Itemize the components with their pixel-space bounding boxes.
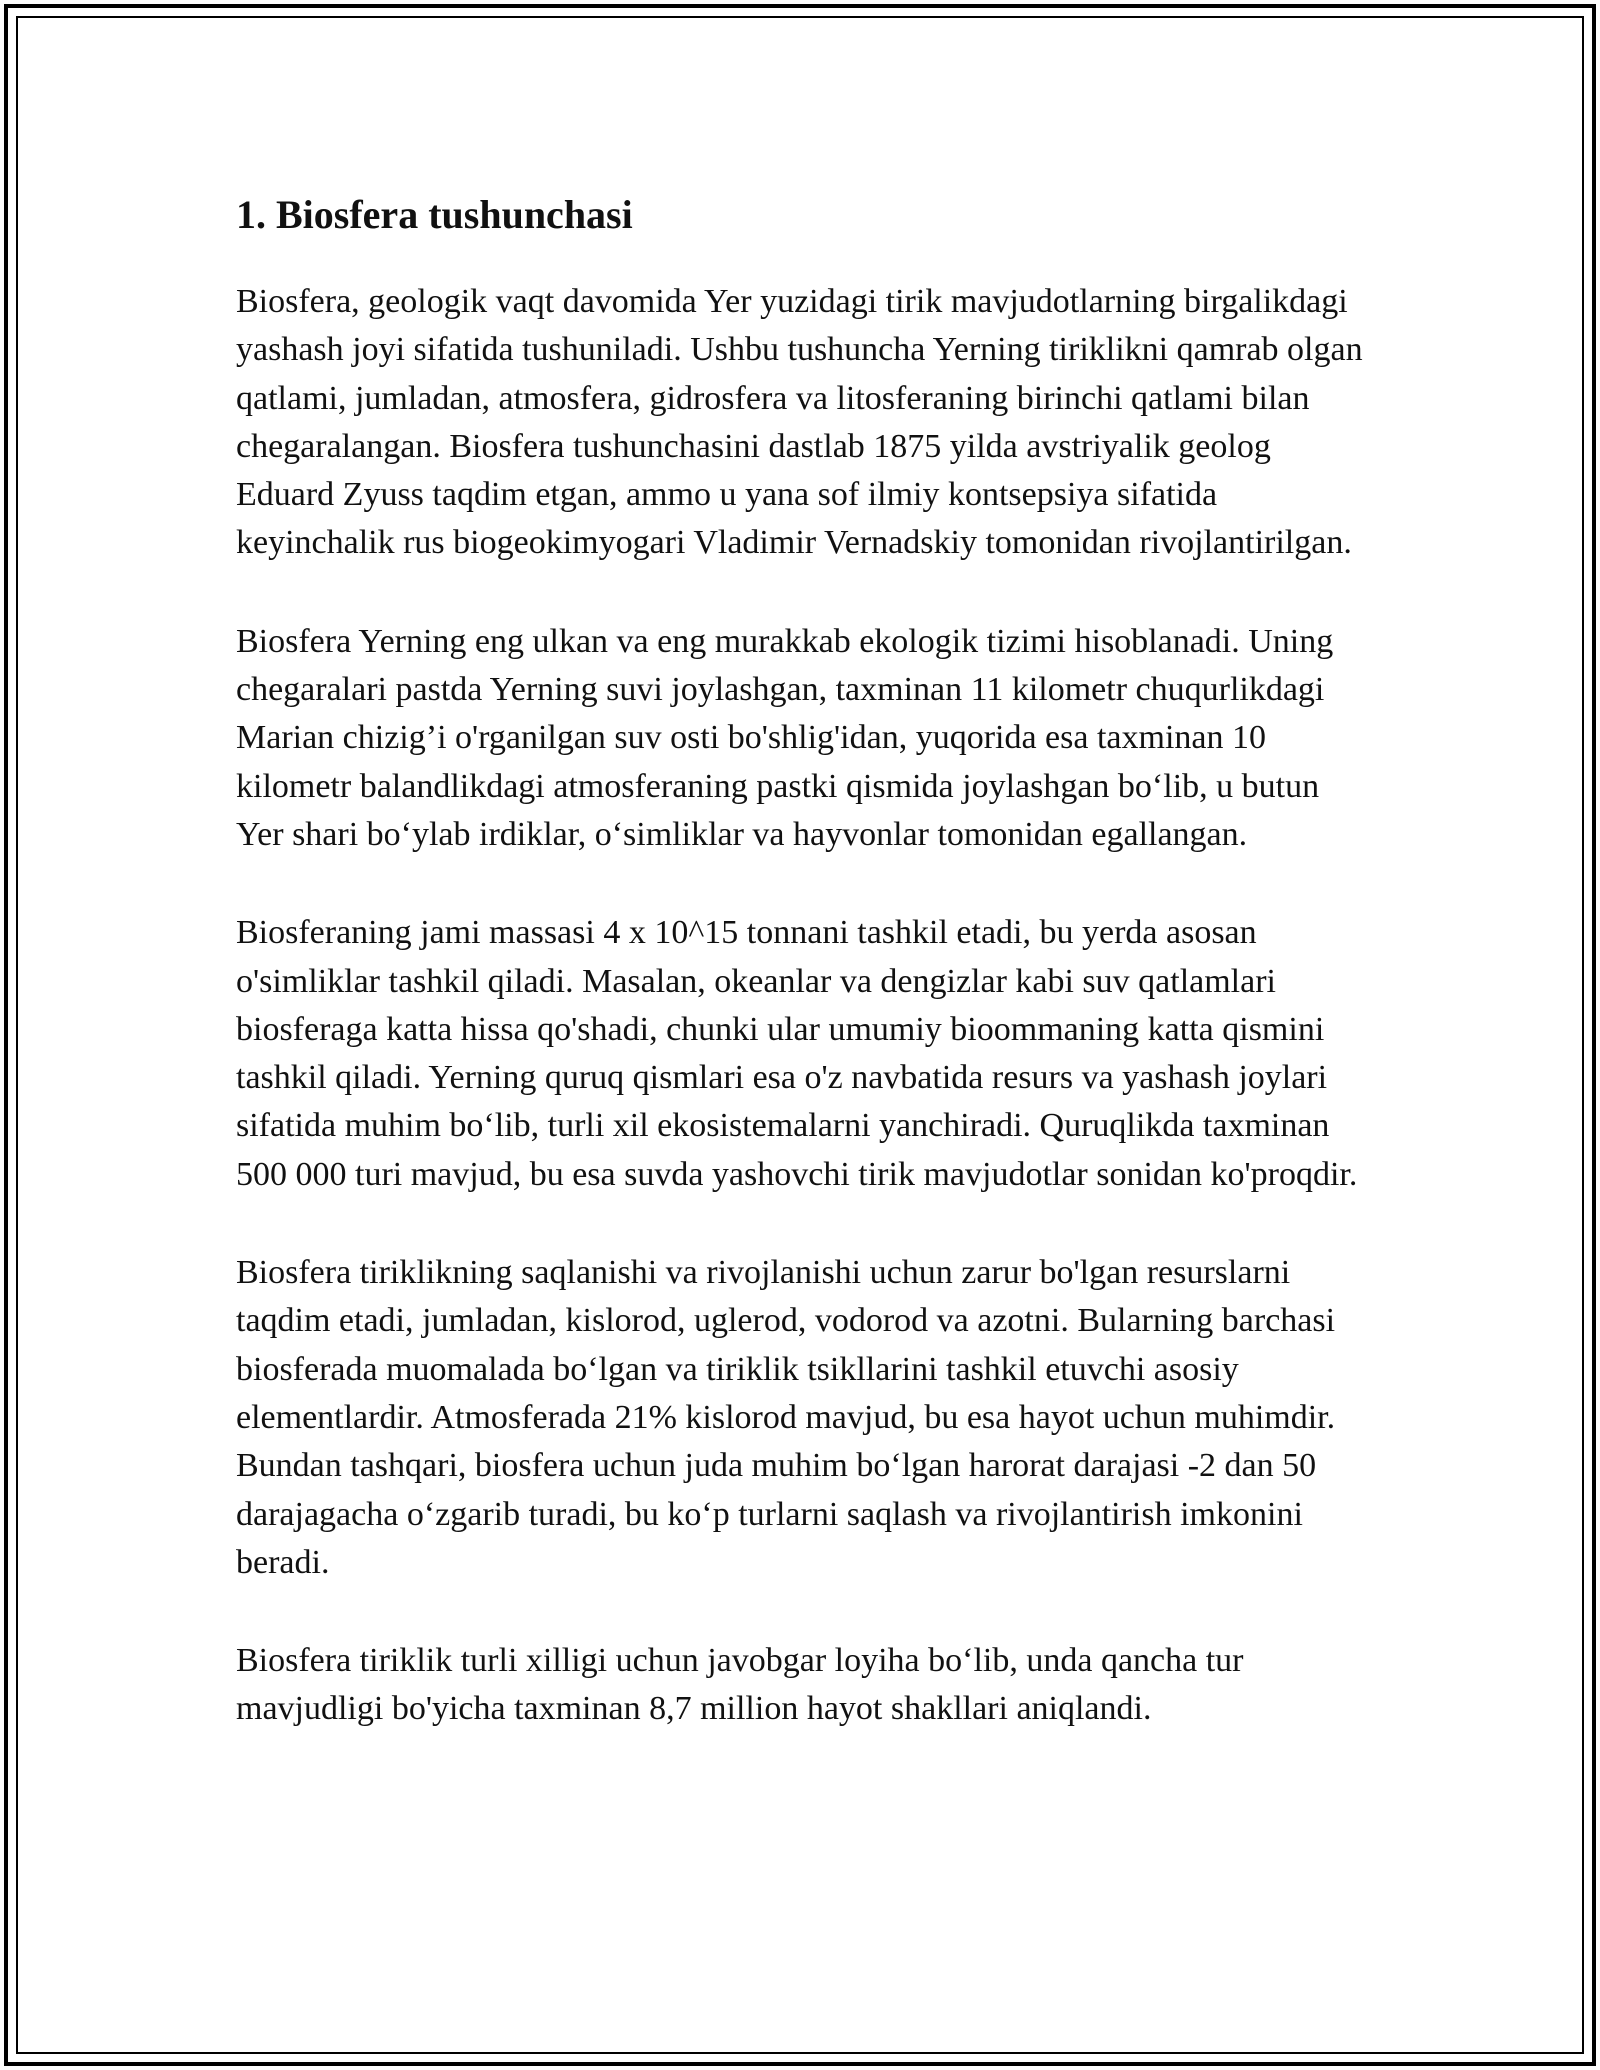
section-heading: 1. Biosfera tushunchasi xyxy=(236,192,633,237)
document-body xyxy=(236,186,1366,1784)
paragraph-5: Biosfera tiriklik turli xilligi uchun javobgar loyiha bo‘lib, unda qancha tur mavjudligi bo'yicha taxminan 8,7 million hayot shakllari aniqlandi. xyxy=(236,1642,1244,1728)
paragraph-2: Biosfera Yerning eng ulkan va eng murakkab ekologik tizimi hisoblanadi. Uning chegaralari pastda Yerning suvi joylashgan, taxminan 11 kilometr chuqurlikdagi Marian chizig’i o'rganilgan suv osti bo'shlig'idan, yuqorida esa taxminan 10 kilometr balandlikdagi atmosferaning pastki qismida joylashgan bo‘lib, u butun Yer shari bo‘ylab irdiklar, o‘simliklar va hayvonlar tomonidan egallangan. xyxy=(236,622,1334,853)
paragraph-3: Biosferaning jami massasi 4 x 10^15 tonnani tashkil etadi, bu yerda asosan o'simliklar tashkil qiladi. Masalan, okeanlar va dengizlar kabi suv qatlamlari biosferaga katta hissa qo'shadi, chunki ular umumiy bioommaning katta qismini tashkil qiladi. Yerning quruq qismlari esa o'z navbatida resurs va yashash joylari sifatida muhim bo‘lib, turli xil ekosistemalarni yanchiradi. Quruqlikda taxminan 500 000 turi mavjud, bu esa suvda yashovchi tirik mavjudotlar sonidan ko'proqdir. xyxy=(236,914,1358,1193)
paragraph-1: Biosfera, geologik vaqt davomida Yer yuzidagi tirik mavjudotlarning birgalikdagi yashash joyi sifatida tushuniladi. Ushbu tushuncha Yerning tiriklikni qamrab olgan qatlami, jumladan, atmosfera, gidrosfera va litosferaning birinchi qatlami bilan chegaralangan. Biosfera tushunchasini dastlab 1875 yilda avstriyalik geolog Eduard Zyuss taqdim etgan, ammo u yana sof ilmiy kontsepsiya sifatida keyinchalik rus biogeokimyogari Vladimir Vernadskiy tomonidan rivojlantirilgan. xyxy=(236,283,1363,562)
paragraph-4: Biosfera tiriklikning saqlanishi va rivojlanishi uchun zarur bo'lgan resurslarni taqdim etadi, jumladan, kislorod, uglerod, vodorod va azotni. Bularning barchasi biosferada muomalada bo‘lgan va tiriklik tsikllarini tashkil etuvchi asosiy elementlardir. Atmosferada 21% kislorod mavjud, bu esa hayot uchun muhimdir. Bundan tashqari, biosfera uchun juda muhim bo‘lgan harorat darajasi -2 dan 50 darajagacha o‘zgarib turadi, bu ko‘p turlarni saqlash va rivojlantirish imkonini beradi. xyxy=(236,1254,1336,1581)
